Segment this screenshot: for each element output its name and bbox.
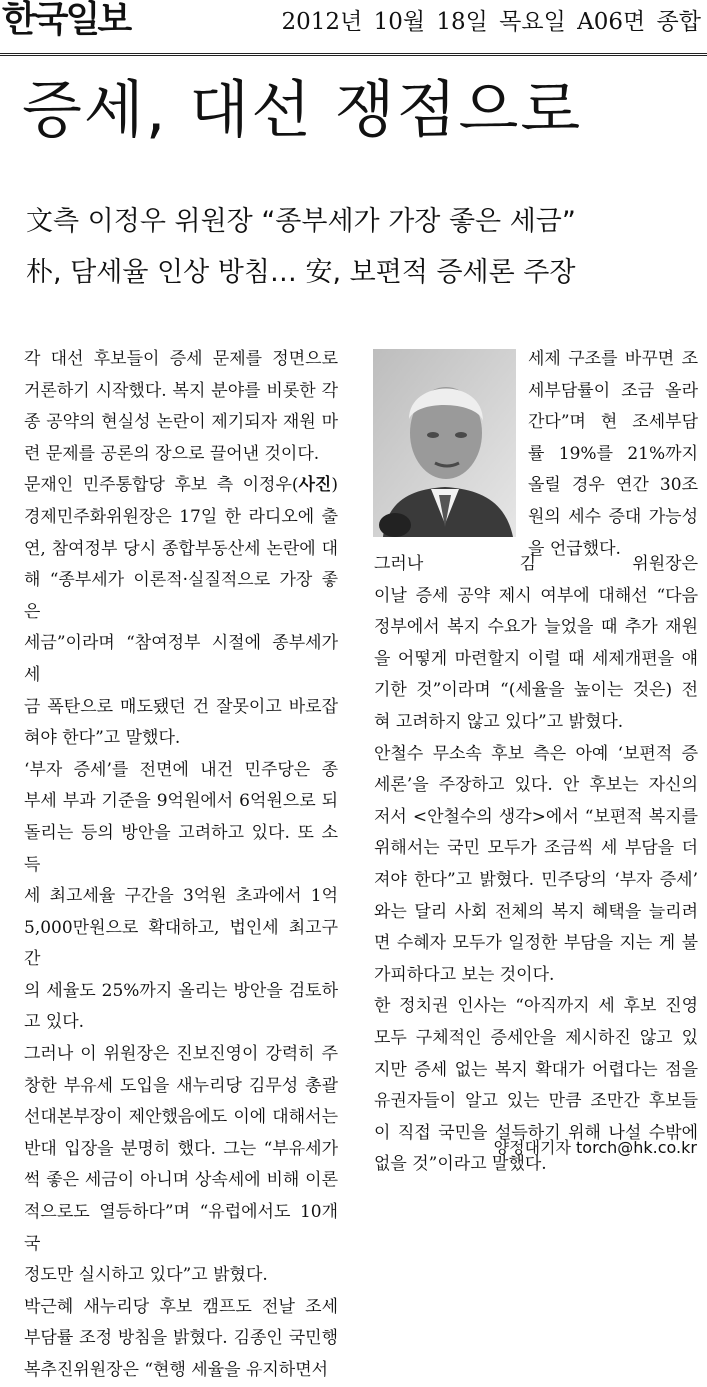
article-line: 세론’을 주장하고 있다. 안 후보는 자신의 [374, 775, 698, 796]
article-line: 원의 세수 증대 가능성 [528, 506, 698, 527]
article-line: 복추진위원장은 “현행 세율을 유지하면서 [24, 1360, 329, 1380]
portrait-photo [373, 349, 516, 537]
article-line: 적으로도 열등하다”며 “유럽에서도 10개국 [24, 1202, 338, 1254]
article-body-right-top-column [528, 344, 698, 565]
newspaper-logo: 한국일보 [2, 0, 130, 40]
article-line: 그러나 김 위원장은 [374, 554, 698, 574]
article-line: 면 수혜자 모두가 일정한 부담을 지는 게 불 [374, 933, 698, 954]
article-line: 안철수 무소속 후보 측은 아예 ‘보편적 증 [374, 743, 699, 764]
article-subhead-1: 文측 이정우 위원장 “종부세가 가장 좋은 세금” [26, 206, 576, 237]
article-line: 돌리는 등의 방안을 고려하고 있다. 또 소득 [24, 822, 338, 875]
article-line: 올릴 경우 연간 30조 [528, 475, 698, 496]
article-line: 유권자들이 알고 있는 만큼 조만간 후보들 [374, 1091, 698, 1112]
article-line: 금 폭탄으로 매도됐던 건 잘못이고 바로잡 [24, 696, 338, 717]
article-line: 고 있다. [24, 1012, 85, 1033]
article-line: 각 대선 후보들이 증세 문제를 정면으로 [24, 349, 338, 369]
dateline: 2012년 10월 18일 목요일 A06면 종합 [281, 9, 701, 35]
article-line: 이 직접 국민을 설득하기 위해 나설 수밖에 [374, 1122, 698, 1143]
article-line: 반대 입장을 분명히 했다. 그는 “부유세가 [24, 1138, 338, 1159]
article-line: 종 공약의 현실성 논란이 제기되자 재원 마 [24, 412, 338, 433]
article-headline: 증세, 대선 쟁점으로 [22, 73, 583, 146]
article-line: 선대본부장이 제안했음에도 이에 대해서는 [24, 1107, 338, 1128]
byline: 양정대기자 torch@hk.co.kr [493, 1138, 697, 1157]
article-line: 련 문제를 공론의 장으로 끌어낸 것이다. [24, 443, 320, 464]
article-line: 썩 좋은 세금이 아니며 상속세에 비해 이론 [24, 1170, 338, 1191]
article-line: 혀야 한다”고 말했다. [24, 728, 181, 749]
article-line: 부세 부과 기준을 9억원에서 6억원으로 되 [24, 791, 338, 812]
article-line: 와는 달리 사회 전체의 복지 혜택을 늘리려 [374, 901, 698, 922]
article-line: 해 “종부세가 이론적·실질적으로 가장 좋은 [24, 570, 338, 622]
article-line: 연, 참여정부 당시 종합부동산세 논란에 대 [24, 538, 338, 559]
article-line: 문재인 민주통합당 후보 측 이정우(사진) [24, 475, 338, 496]
article-line: 세 최고세율 구간을 3억원 초과에서 1억 [24, 886, 338, 907]
article-line: 기한 것”이라며 “(세율을 높이는 것은) 전 [374, 680, 698, 701]
photo-reference-tag: 사진 [298, 475, 332, 496]
article-line: 세부담률이 조금 올라 [528, 380, 698, 401]
article-line: 그러나 이 위원장은 진보진영이 강력히 주 [24, 1044, 338, 1065]
person-portrait-icon [373, 349, 516, 537]
article-line: 정도만 실시하고 있다”고 밝혔다. [24, 1265, 268, 1286]
article-line: 을 어떻게 마련할지 이럴 때 세제개편을 얘 [374, 648, 698, 669]
article-line: 세금”이라며 “참여정부 시절에 종부세가 세 [24, 633, 338, 685]
article-line: 한 정치권 인사는 “아직까지 세 후보 진영 [374, 996, 698, 1017]
article-line: 혀 고려하지 않고 있다”고 밝혔다. [374, 711, 624, 732]
article-line: 박근혜 새누리당 후보 캠프도 전날 조세 [24, 1296, 338, 1317]
article-line: 이날 증세 공약 제시 여부에 대해선 “다음 [374, 585, 698, 606]
article-line: ‘부자 증세’를 전면에 내건 민주당은 종 [24, 759, 338, 780]
article-body-left-column [24, 344, 338, 1387]
article-line: 세제 구조를 바꾸면 조 [528, 349, 698, 369]
article-line: 경제민주화위원장은 17일 한 라디오에 출 [24, 506, 338, 527]
article-line: 저서 <안철수의 생각>에서 “보편적 복지를 [374, 806, 698, 827]
article-line: 창한 부유세 도입을 새누리당 김무성 총괄 [24, 1075, 338, 1096]
article-line: 지만 증세 없는 복지 확대가 어렵다는 점을 [374, 1059, 698, 1080]
article-line: 가피하다고 보는 것이다. [374, 964, 555, 985]
article-line: 간다”며 현 조세부담 [528, 412, 698, 433]
article-line: 거론하기 시작했다. 복지 분야를 비롯한 각 [24, 380, 338, 401]
masthead [0, 0, 707, 56]
article-line: 정부에서 복지 수요가 늘었을 때 추가 재원 [374, 617, 698, 638]
article-line: 없을 것”이라고 말했다. [374, 1154, 547, 1175]
article-body-right-column [374, 549, 698, 1181]
article-line: 률 19%를 21%까지 [528, 443, 698, 464]
article-line: 의 세율도 25%까지 올리는 방안을 검토하 [24, 980, 338, 1001]
article-subhead-2: 朴, 담세율 인상 방침… 安, 보편적 증세론 주장 [26, 257, 576, 288]
article-line: 을 언급했다. [528, 538, 621, 559]
article-line: 모두 구체적인 증세안을 제시하진 않고 있 [374, 1027, 698, 1048]
article-line: 5,000만원으로 확대하고, 법인세 최고구간 [24, 917, 338, 970]
article-line: 위해서는 국민 모두가 조금씩 세 부담을 더 [374, 838, 698, 859]
article-line: 져야 한다”고 밝혔다. 민주당의 ‘부자 증세’ [374, 869, 698, 890]
article-line: 부담률 조정 방침을 밝혔다. 김종인 국민행 [24, 1328, 338, 1349]
